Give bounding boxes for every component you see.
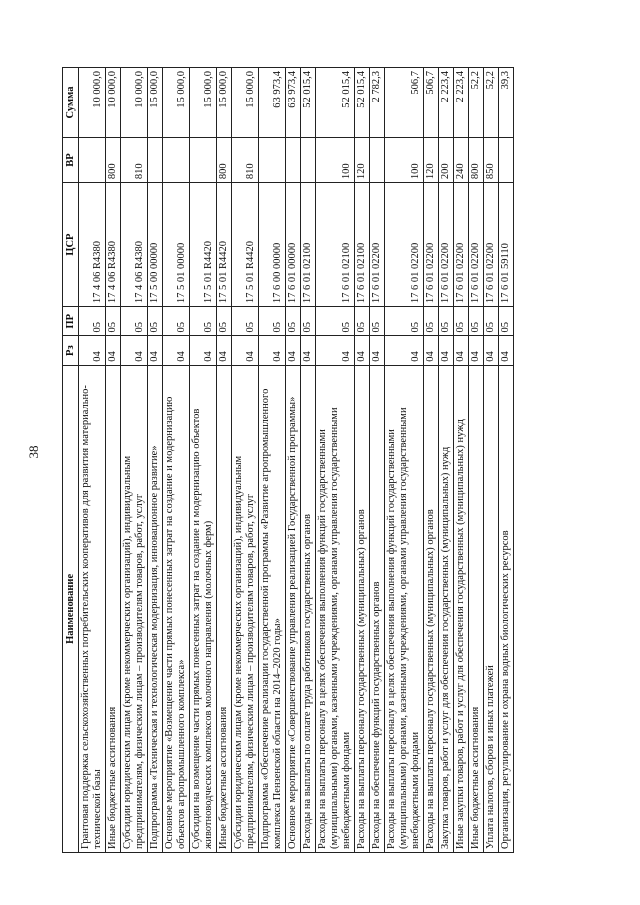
row-name: Иные бюджетные ассигнования <box>217 365 232 852</box>
row-pr: 05 <box>469 307 484 336</box>
row-rz: 04 <box>385 336 424 365</box>
row-name: Расходы на выплаты персоналу государственных (муниципальных) органов <box>424 365 439 852</box>
row-name: Расходы на выплаты по оплате труда работников государственных органов <box>301 365 316 852</box>
row-rz: 04 <box>499 336 514 365</box>
row-pr: 05 <box>259 307 286 336</box>
row-csr: 17 5 01 R4420 <box>190 183 217 307</box>
table-row <box>424 68 439 853</box>
row-pr: 05 <box>163 307 190 336</box>
table-row <box>259 68 286 853</box>
row-sum: 2 782,3 <box>370 68 385 138</box>
table-row <box>385 68 424 853</box>
table-row <box>217 68 232 853</box>
row-pr: 05 <box>370 307 385 336</box>
row-pr: 05 <box>232 307 259 336</box>
row-vr: 810 <box>121 137 148 182</box>
row-name: Субсидии на возмещение части прямых понесенных затрат на создание и модернизацию объектов животноводческих комплексов молочного направления (молочных ферм) <box>190 365 217 852</box>
row-rz: 04 <box>232 336 259 365</box>
row-pr: 05 <box>385 307 424 336</box>
row-csr: 17 5 01 R4420 <box>217 183 232 307</box>
row-vr: 810 <box>232 137 259 182</box>
row-rz: 04 <box>370 336 385 365</box>
row-vr <box>370 137 385 182</box>
row-rz: 04 <box>439 336 454 365</box>
row-rz: 04 <box>469 336 484 365</box>
row-csr: 17 6 01 00000 <box>286 183 301 307</box>
row-rz: 04 <box>355 336 370 365</box>
row-csr: 17 6 01 02200 <box>469 183 484 307</box>
header-name: Наименование <box>63 365 79 852</box>
row-name: Грантовая поддержка сельскохозяйственных потребительских кооперативов для развития материально-технической базы <box>79 365 106 852</box>
header-vr: ВР <box>63 137 79 182</box>
row-pr: 05 <box>79 307 106 336</box>
row-pr: 05 <box>301 307 316 336</box>
row-vr <box>301 137 316 182</box>
row-name: Субсидии юридическим лицам (кроме некоммерческих организаций), индивидуальным предпринимателям, физическим лицам – производителям товаров, работ, услуг <box>121 365 148 852</box>
row-rz: 04 <box>316 336 355 365</box>
row-vr <box>499 137 514 182</box>
table-row <box>106 68 121 853</box>
table-row <box>355 68 370 853</box>
row-vr: 850 <box>484 137 499 182</box>
table-row <box>232 68 259 853</box>
row-name: Расходы на выплаты персоналу в целях обеспечения выполнения функций государственными (муниципальными) органами, казенными учреждениями, органами управления государственными внебюджетными фондами <box>316 365 355 852</box>
row-csr: 17 4 06 R4380 <box>121 183 148 307</box>
row-rz: 04 <box>484 336 499 365</box>
row-csr: 17 6 01 02100 <box>316 183 355 307</box>
row-sum: 52 015,4 <box>301 68 316 138</box>
row-rz: 04 <box>148 336 163 365</box>
row-sum: 15 000,0 <box>232 68 259 138</box>
row-sum: 10 000,0 <box>106 68 121 138</box>
row-name: Иные закупки товаров, работ и услуг для обеспечения государственных (муниципальных) нужд <box>454 365 469 852</box>
row-pr: 05 <box>454 307 469 336</box>
row-rz: 04 <box>286 336 301 365</box>
row-csr: 17 6 01 02200 <box>484 183 499 307</box>
row-csr: 17 6 01 02200 <box>370 183 385 307</box>
row-name: Субсидии юридическим лицам (кроме некоммерческих организаций), индивидуальным предпринимателям, физическим лицам – производителям товаров, работ, услуг <box>232 365 259 852</box>
row-csr: 17 6 00 00000 <box>259 183 286 307</box>
row-sum: 506,7 <box>424 68 439 138</box>
row-name: Основное мероприятие «Совершенствование управления реализацией Государственной программы» <box>286 365 301 852</box>
header-csr: ЦСР <box>63 183 79 307</box>
row-sum: 2 223,4 <box>454 68 469 138</box>
row-vr: 120 <box>424 137 439 182</box>
row-sum: 15 000,0 <box>163 68 190 138</box>
row-csr: 17 4 06 R4380 <box>79 183 106 307</box>
row-rz: 04 <box>163 336 190 365</box>
table-row <box>439 68 454 853</box>
page-number: 38 <box>26 445 41 459</box>
row-sum: 506,7 <box>385 68 424 138</box>
rotated-table-wrapper <box>62 67 514 853</box>
row-sum: 15 000,0 <box>190 68 217 138</box>
table-row <box>370 68 385 853</box>
row-name: Иные бюджетные ассигнования <box>106 365 121 852</box>
row-pr: 05 <box>439 307 454 336</box>
row-csr: 17 6 01 02200 <box>454 183 469 307</box>
row-name: Закупка товаров, работ и услуг для обеспечения государственных (муниципальных) нужд <box>439 365 454 852</box>
row-csr: 17 6 01 02200 <box>385 183 424 307</box>
row-vr <box>79 137 106 182</box>
row-pr: 05 <box>424 307 439 336</box>
row-pr: 05 <box>286 307 301 336</box>
table-row <box>79 68 106 853</box>
row-csr: 17 6 01 02100 <box>301 183 316 307</box>
row-vr: 100 <box>385 137 424 182</box>
row-sum: 63 973,4 <box>259 68 286 138</box>
row-name: Уплата налогов, сборов и иных платежей <box>484 365 499 852</box>
budget-table <box>62 67 514 853</box>
row-csr: 17 4 06 R4380 <box>106 183 121 307</box>
row-csr: 17 5 00 00000 <box>148 183 163 307</box>
row-csr: 17 5 01 00000 <box>163 183 190 307</box>
row-pr: 05 <box>106 307 121 336</box>
table-row <box>163 68 190 853</box>
row-sum: 52 015,4 <box>355 68 370 138</box>
row-csr: 17 6 01 59110 <box>499 183 514 307</box>
table-row <box>316 68 355 853</box>
row-vr <box>259 137 286 182</box>
table-row <box>286 68 301 853</box>
row-sum: 52,2 <box>469 68 484 138</box>
row-name: Расходы на выплаты персоналу в целях обеспечения выполнения функций государственными (муниципальными) органами, казенными учреждениями, органами управления государственными внебюджетными фондами <box>385 365 424 852</box>
table-row <box>301 68 316 853</box>
row-vr: 100 <box>316 137 355 182</box>
row-pr: 05 <box>217 307 232 336</box>
row-vr: 200 <box>439 137 454 182</box>
table-body <box>79 68 514 853</box>
row-rz: 04 <box>259 336 286 365</box>
row-rz: 04 <box>190 336 217 365</box>
row-sum: 10 000,0 <box>121 68 148 138</box>
row-rz: 04 <box>301 336 316 365</box>
row-vr <box>286 137 301 182</box>
row-rz: 04 <box>79 336 106 365</box>
row-vr <box>190 137 217 182</box>
row-name: Подпрограмма «Техническая и технологическая модернизация, инновационное развитие» <box>148 365 163 852</box>
table-row <box>148 68 163 853</box>
row-vr: 120 <box>355 137 370 182</box>
row-vr <box>163 137 190 182</box>
table-row <box>454 68 469 853</box>
row-vr: 800 <box>469 137 484 182</box>
row-name: Расходы на выплаты персоналу государственных (муниципальных) органов <box>355 365 370 852</box>
row-rz: 04 <box>121 336 148 365</box>
row-pr: 05 <box>148 307 163 336</box>
row-pr: 05 <box>499 307 514 336</box>
table-row <box>121 68 148 853</box>
row-vr: 240 <box>454 137 469 182</box>
row-pr: 05 <box>316 307 355 336</box>
row-name: Иные бюджетные ассигнования <box>469 365 484 852</box>
header-pr: ПР <box>63 307 79 336</box>
row-vr: 800 <box>217 137 232 182</box>
header-row <box>63 68 79 853</box>
row-name: Организация, регулирование и охрана водных биологических ресурсов <box>499 365 514 852</box>
row-sum: 10 000,0 <box>79 68 106 138</box>
row-name: Основное мероприятие «Возмещение части прямых понесенных затрат на создание и модернизацию объектов агропромышленного комплекса» <box>163 365 190 852</box>
row-sum: 15 000,0 <box>217 68 232 138</box>
row-csr: 17 5 01 R4420 <box>232 183 259 307</box>
row-csr: 17 6 01 02200 <box>439 183 454 307</box>
row-csr: 17 6 01 02200 <box>424 183 439 307</box>
row-vr: 800 <box>106 137 121 182</box>
row-sum: 63 973,4 <box>286 68 301 138</box>
row-pr: 05 <box>121 307 148 336</box>
header-rz: Рз <box>63 336 79 365</box>
row-sum: 2 223,4 <box>439 68 454 138</box>
row-sum: 39,3 <box>499 68 514 138</box>
table-row <box>469 68 484 853</box>
row-vr <box>148 137 163 182</box>
table-row <box>190 68 217 853</box>
row-pr: 05 <box>355 307 370 336</box>
table-row <box>484 68 499 853</box>
row-rz: 04 <box>217 336 232 365</box>
row-csr: 17 6 01 02100 <box>355 183 370 307</box>
row-name: Расходы на обеспечение функций государственных органов <box>370 365 385 852</box>
row-rz: 04 <box>454 336 469 365</box>
table-row <box>499 68 514 853</box>
row-sum: 52 015,4 <box>316 68 355 138</box>
row-sum: 15 000,0 <box>148 68 163 138</box>
row-pr: 05 <box>190 307 217 336</box>
row-rz: 04 <box>106 336 121 365</box>
row-pr: 05 <box>484 307 499 336</box>
header-sum: Сумма <box>63 68 79 138</box>
row-rz: 04 <box>424 336 439 365</box>
row-sum: 52,2 <box>484 68 499 138</box>
row-name: Подпрограмма «Обеспечение реализации государственной программы «Развитие агропромышленного комплекса Пензенской области на 2014–2020 годы» <box>259 365 286 852</box>
